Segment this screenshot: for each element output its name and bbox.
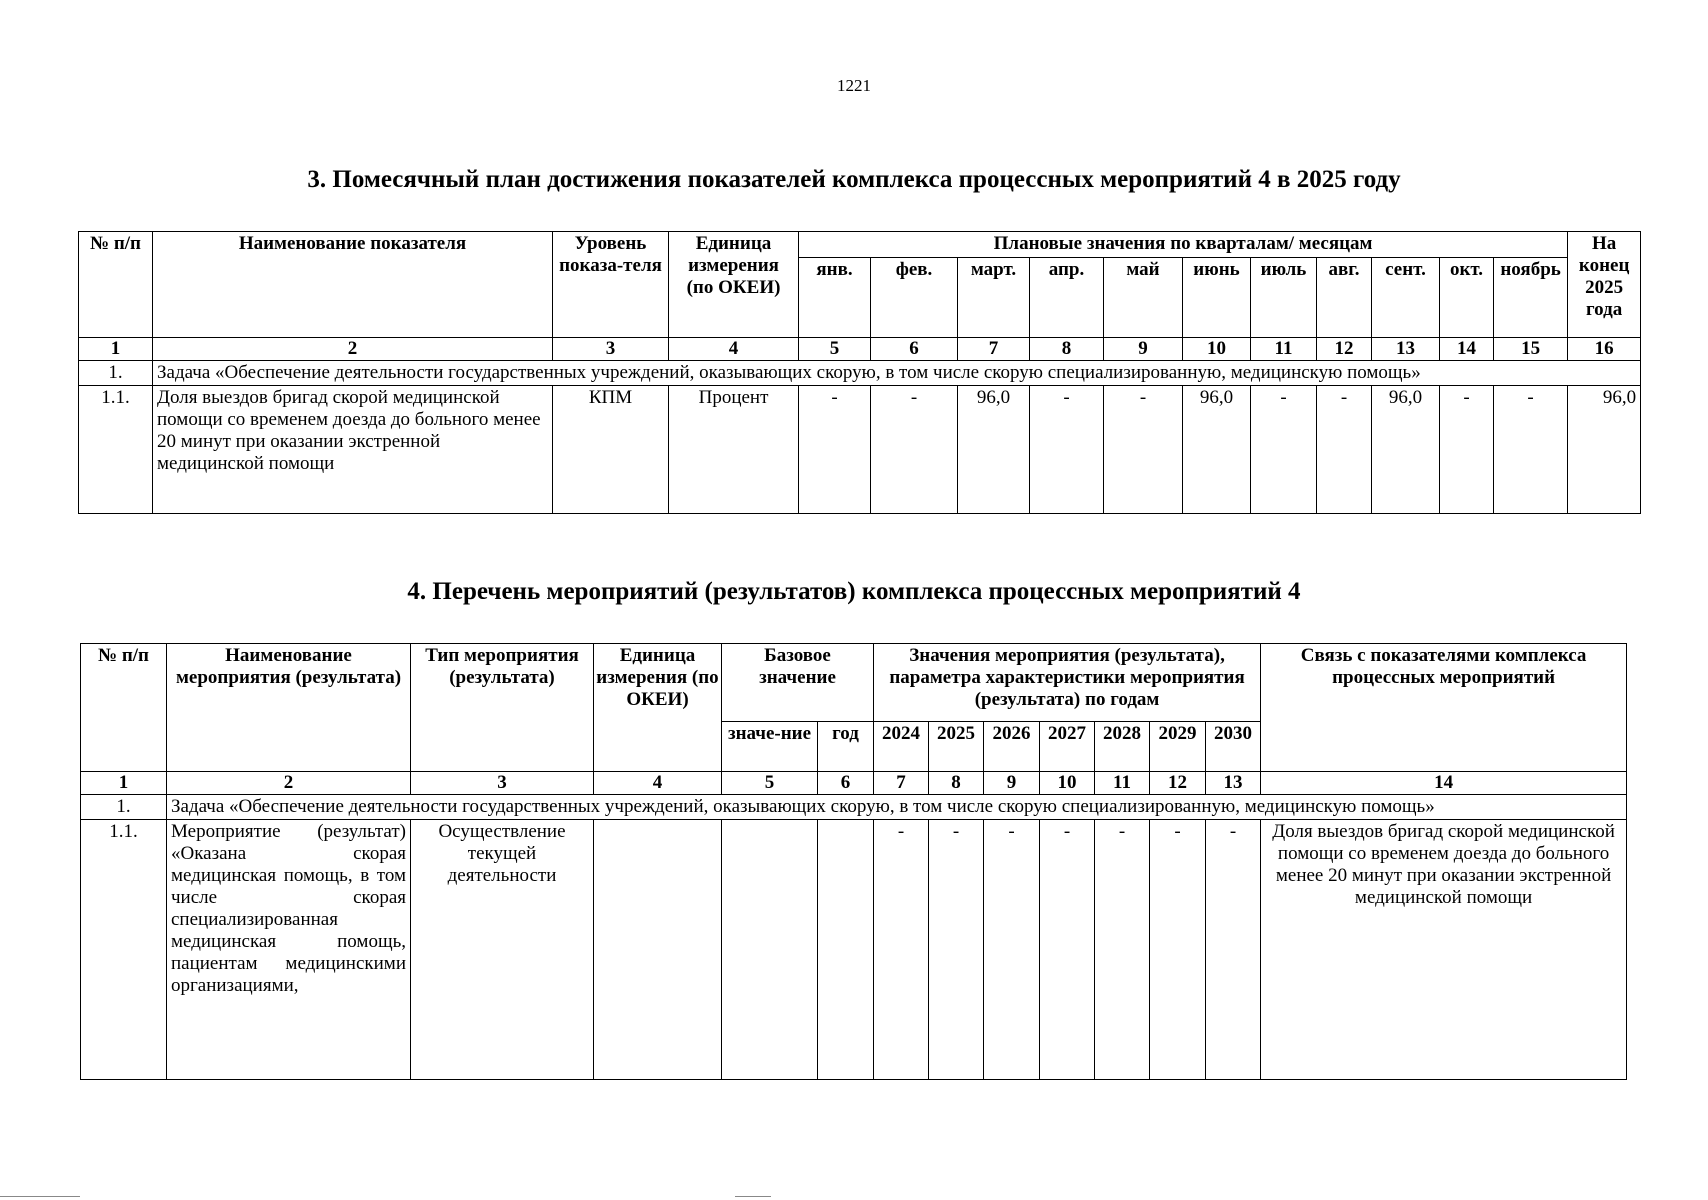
column-number: 5 [722,772,818,795]
column-number: 4 [669,338,799,361]
column-numbers-row [81,772,1627,795]
column-number: 1 [79,338,153,361]
column-number: 16 [1568,338,1641,361]
column-number: 1 [81,772,167,795]
column-number: 13 [1372,338,1440,361]
indicator-unit: Процент [669,386,799,514]
task-number: 1. [79,361,153,386]
header-plan-values: Плановые значения по кварталам/ месяцам [799,232,1568,258]
table-row [81,820,1627,1080]
activity-type: Осуществление текущей деятельности [411,820,594,1080]
year-value: - [984,820,1040,1080]
header-month: фев. [871,258,958,338]
column-number: 3 [411,772,594,795]
month-value: - [1494,386,1568,514]
header-month: авг. [1317,258,1372,338]
header-base-value-year: год [818,722,874,772]
section-3-title: 3. Помесячный план достижения показателей комплекса процессных мероприятий 4 в 2025 году [307,166,1401,193]
task-row [81,795,1627,820]
header-month: май [1104,258,1183,338]
header-indicator-name: Наименование показателя [153,232,553,338]
year-value: - [874,820,929,1080]
footer-rule-center [735,1196,771,1197]
year-value: - [1095,820,1150,1080]
column-number: 7 [874,772,929,795]
indicator-name: Доля выездов бригад скорой медицинской помощи со временем доезда до больного менее 20 минут при оказании экстренной медицинской помощи [153,386,553,514]
header-year: 2030 [1206,722,1261,772]
column-number: 2 [153,338,553,361]
column-number: 6 [818,772,874,795]
header-month: июль [1251,258,1317,338]
header-month: ноябрь [1494,258,1568,338]
month-value: - [799,386,871,514]
column-number: 13 [1206,772,1261,795]
header-num: № п/п [79,232,153,338]
month-value: - [1317,386,1372,514]
monthly-plan-table [78,231,1641,514]
month-value: - [1030,386,1104,514]
header-unit: Единица измерения (по ОКЕИ) [669,232,799,338]
month-value: - [1251,386,1317,514]
column-number: 9 [1104,338,1183,361]
column-number: 10 [1040,772,1095,795]
column-number: 7 [958,338,1030,361]
month-value: - [1440,386,1494,514]
header-month: сент. [1372,258,1440,338]
row-number: 1.1. [79,386,153,514]
column-number: 8 [929,772,984,795]
task-text: Задача «Обеспечение деятельности государственных учреждений, оказывающих скорую, в том числе скорую специализированную, медицинскую помощь» [167,795,1627,820]
header-base-value-value: значе-ние [722,722,818,772]
header-year: 2026 [984,722,1040,772]
column-number: 3 [553,338,669,361]
header-month: окт. [1440,258,1494,338]
header-level: Уровень показа-теля [553,232,669,338]
header-month: июнь [1183,258,1251,338]
year-value: - [1040,820,1095,1080]
header-end-of-year: На конец 2025 года [1568,232,1641,338]
header-month: янв. [799,258,871,338]
column-number: 8 [1030,338,1104,361]
base-year [818,820,874,1080]
section-4-title: 4. Перечень мероприятий (результатов) комплекса процессных мероприятий 4 [407,578,1301,605]
year-value: - [1150,820,1206,1080]
header-month: апр. [1030,258,1104,338]
column-number: 10 [1183,338,1251,361]
base-value [722,820,818,1080]
column-number: 12 [1317,338,1372,361]
month-value: 96,0 [1183,386,1251,514]
month-value: - [1104,386,1183,514]
month-value: 96,0 [958,386,1030,514]
footer-rule-left [0,1196,80,1197]
header-year: 2027 [1040,722,1095,772]
header-activity-type: Тип мероприятия (результата) [411,644,594,772]
header-link-indicators: Связь с показателями комплекса процессных мероприятий [1261,644,1627,772]
header-base-value: Базовое значение [722,644,874,722]
task-text: Задача «Обеспечение деятельности государственных учреждений, оказывающих скорую, в том числе скорую специализированную, медицинскую помощь» [153,361,1641,386]
end-of-year-value: 96,0 [1568,386,1641,514]
column-number: 2 [167,772,411,795]
column-number: 14 [1440,338,1494,361]
column-number: 6 [871,338,958,361]
month-value: - [871,386,958,514]
column-number: 14 [1261,772,1627,795]
column-number: 9 [984,772,1040,795]
column-number: 4 [594,772,722,795]
year-value: - [1206,820,1261,1080]
header-values-by-year: Значения мероприятия (результата), параметра характеристики мероприятия (результата) по годам [874,644,1261,722]
table-row [79,386,1641,514]
activity-name: Мероприятие (результат) «Оказана скорая медицинская помощь, в том числе скорая специализированная медицинская помощь, пациентам медицинскими организациями, [167,820,411,1080]
header-year: 2028 [1095,722,1150,772]
column-number: 5 [799,338,871,361]
linked-indicator: Доля выездов бригад скорой медицинской помощи со временем доезда до больного менее 20 минут при оказании экстренной медицинской помощи [1261,820,1627,1080]
header-month: март. [958,258,1030,338]
header-year: 2029 [1150,722,1206,772]
column-number: 12 [1150,772,1206,795]
column-number: 15 [1494,338,1568,361]
month-value: 96,0 [1372,386,1440,514]
year-value: - [929,820,984,1080]
header-year: 2024 [874,722,929,772]
task-row [79,361,1641,386]
header-unit: Единица измерения (по ОКЕИ) [594,644,722,772]
column-number: 11 [1251,338,1317,361]
column-numbers-row [79,338,1641,361]
activity-unit [594,820,722,1080]
column-number: 11 [1095,772,1150,795]
task-number: 1. [81,795,167,820]
row-number: 1.1. [81,820,167,1080]
activities-table [80,643,1627,1080]
page-number: 1221 [837,76,871,95]
header-year: 2025 [929,722,984,772]
header-num: № п/п [81,644,167,772]
header-activity-name: Наименование мероприятия (результата) [167,644,411,772]
indicator-level: КПМ [553,386,669,514]
